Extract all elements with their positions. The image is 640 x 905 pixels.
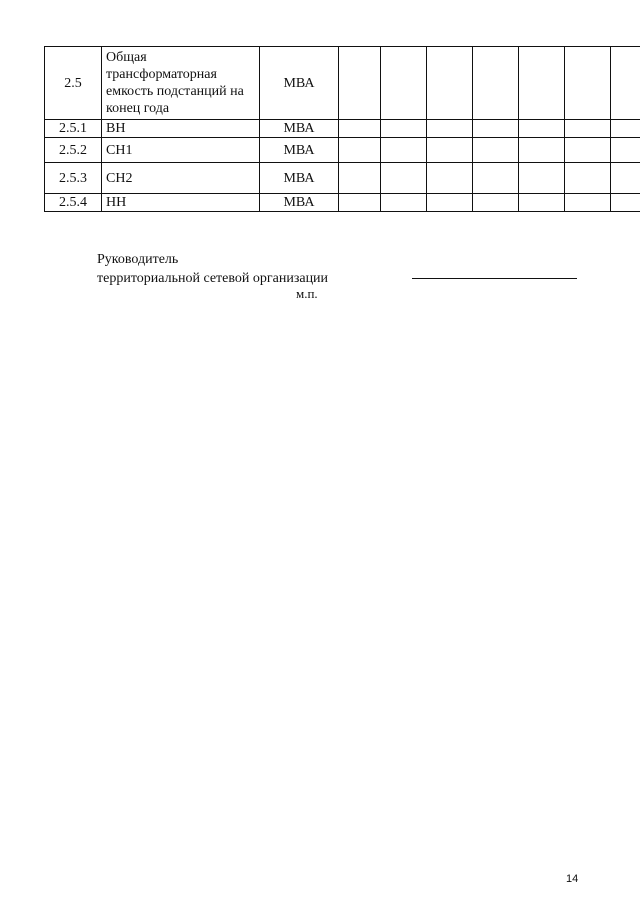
table-row xyxy=(45,47,640,120)
value-cell xyxy=(339,138,381,163)
row-number: 2.5.3 xyxy=(45,163,102,194)
value-cell xyxy=(473,120,519,138)
value-cell xyxy=(611,163,640,194)
row-unit: МВА xyxy=(260,47,339,120)
value-cell xyxy=(611,120,640,138)
row-number: 2.5.1 xyxy=(45,120,102,138)
row-number: 2.5.2 xyxy=(45,138,102,163)
value-cell xyxy=(427,163,473,194)
value-cell xyxy=(565,47,611,120)
value-cell xyxy=(519,47,565,120)
table-row xyxy=(45,120,640,138)
value-cell xyxy=(519,163,565,194)
row-number: 2.5.4 xyxy=(45,194,102,212)
value-cell xyxy=(565,163,611,194)
row-unit: МВА xyxy=(260,138,339,163)
value-cell xyxy=(427,194,473,212)
stamp-place-label: м.п. xyxy=(296,286,318,301)
value-cell xyxy=(519,120,565,138)
value-cell xyxy=(611,194,640,212)
value-cell xyxy=(473,47,519,120)
row-name: Общая трансформаторная емкость подстанций на конец года xyxy=(102,47,260,120)
row-name: СН1 xyxy=(102,138,260,163)
row-unit: МВА xyxy=(260,194,339,212)
value-cell xyxy=(381,194,427,212)
value-cell xyxy=(565,120,611,138)
value-cell xyxy=(381,138,427,163)
value-cell xyxy=(473,194,519,212)
value-cell xyxy=(381,120,427,138)
page-number: 14 xyxy=(566,873,579,885)
row-unit: МВА xyxy=(260,163,339,194)
value-cell xyxy=(473,163,519,194)
value-cell xyxy=(381,163,427,194)
value-cell xyxy=(473,138,519,163)
table-row xyxy=(45,138,640,163)
row-unit: МВА xyxy=(260,120,339,138)
value-cell xyxy=(519,194,565,212)
row-name: НН xyxy=(102,194,260,212)
value-cell xyxy=(519,138,565,163)
value-cell xyxy=(611,138,640,163)
value-cell xyxy=(565,194,611,212)
value-cell xyxy=(339,163,381,194)
row-name: ВН xyxy=(102,120,260,138)
value-cell xyxy=(339,47,381,120)
indicator-table xyxy=(44,46,640,212)
value-cell xyxy=(565,138,611,163)
signature-title: Руководитель xyxy=(97,252,179,267)
signature-organization: территориальной сетевой организации xyxy=(97,271,329,286)
value-cell xyxy=(339,194,381,212)
value-cell xyxy=(381,47,427,120)
value-cell xyxy=(427,120,473,138)
table-row xyxy=(45,163,640,194)
signature-line xyxy=(412,278,577,279)
value-cell xyxy=(339,120,381,138)
value-cell xyxy=(427,138,473,163)
row-name: СН2 xyxy=(102,163,260,194)
value-cell xyxy=(427,47,473,120)
value-cell xyxy=(611,47,640,120)
signature-block xyxy=(97,250,328,288)
row-number: 2.5 xyxy=(45,47,102,120)
table-row xyxy=(45,194,640,212)
